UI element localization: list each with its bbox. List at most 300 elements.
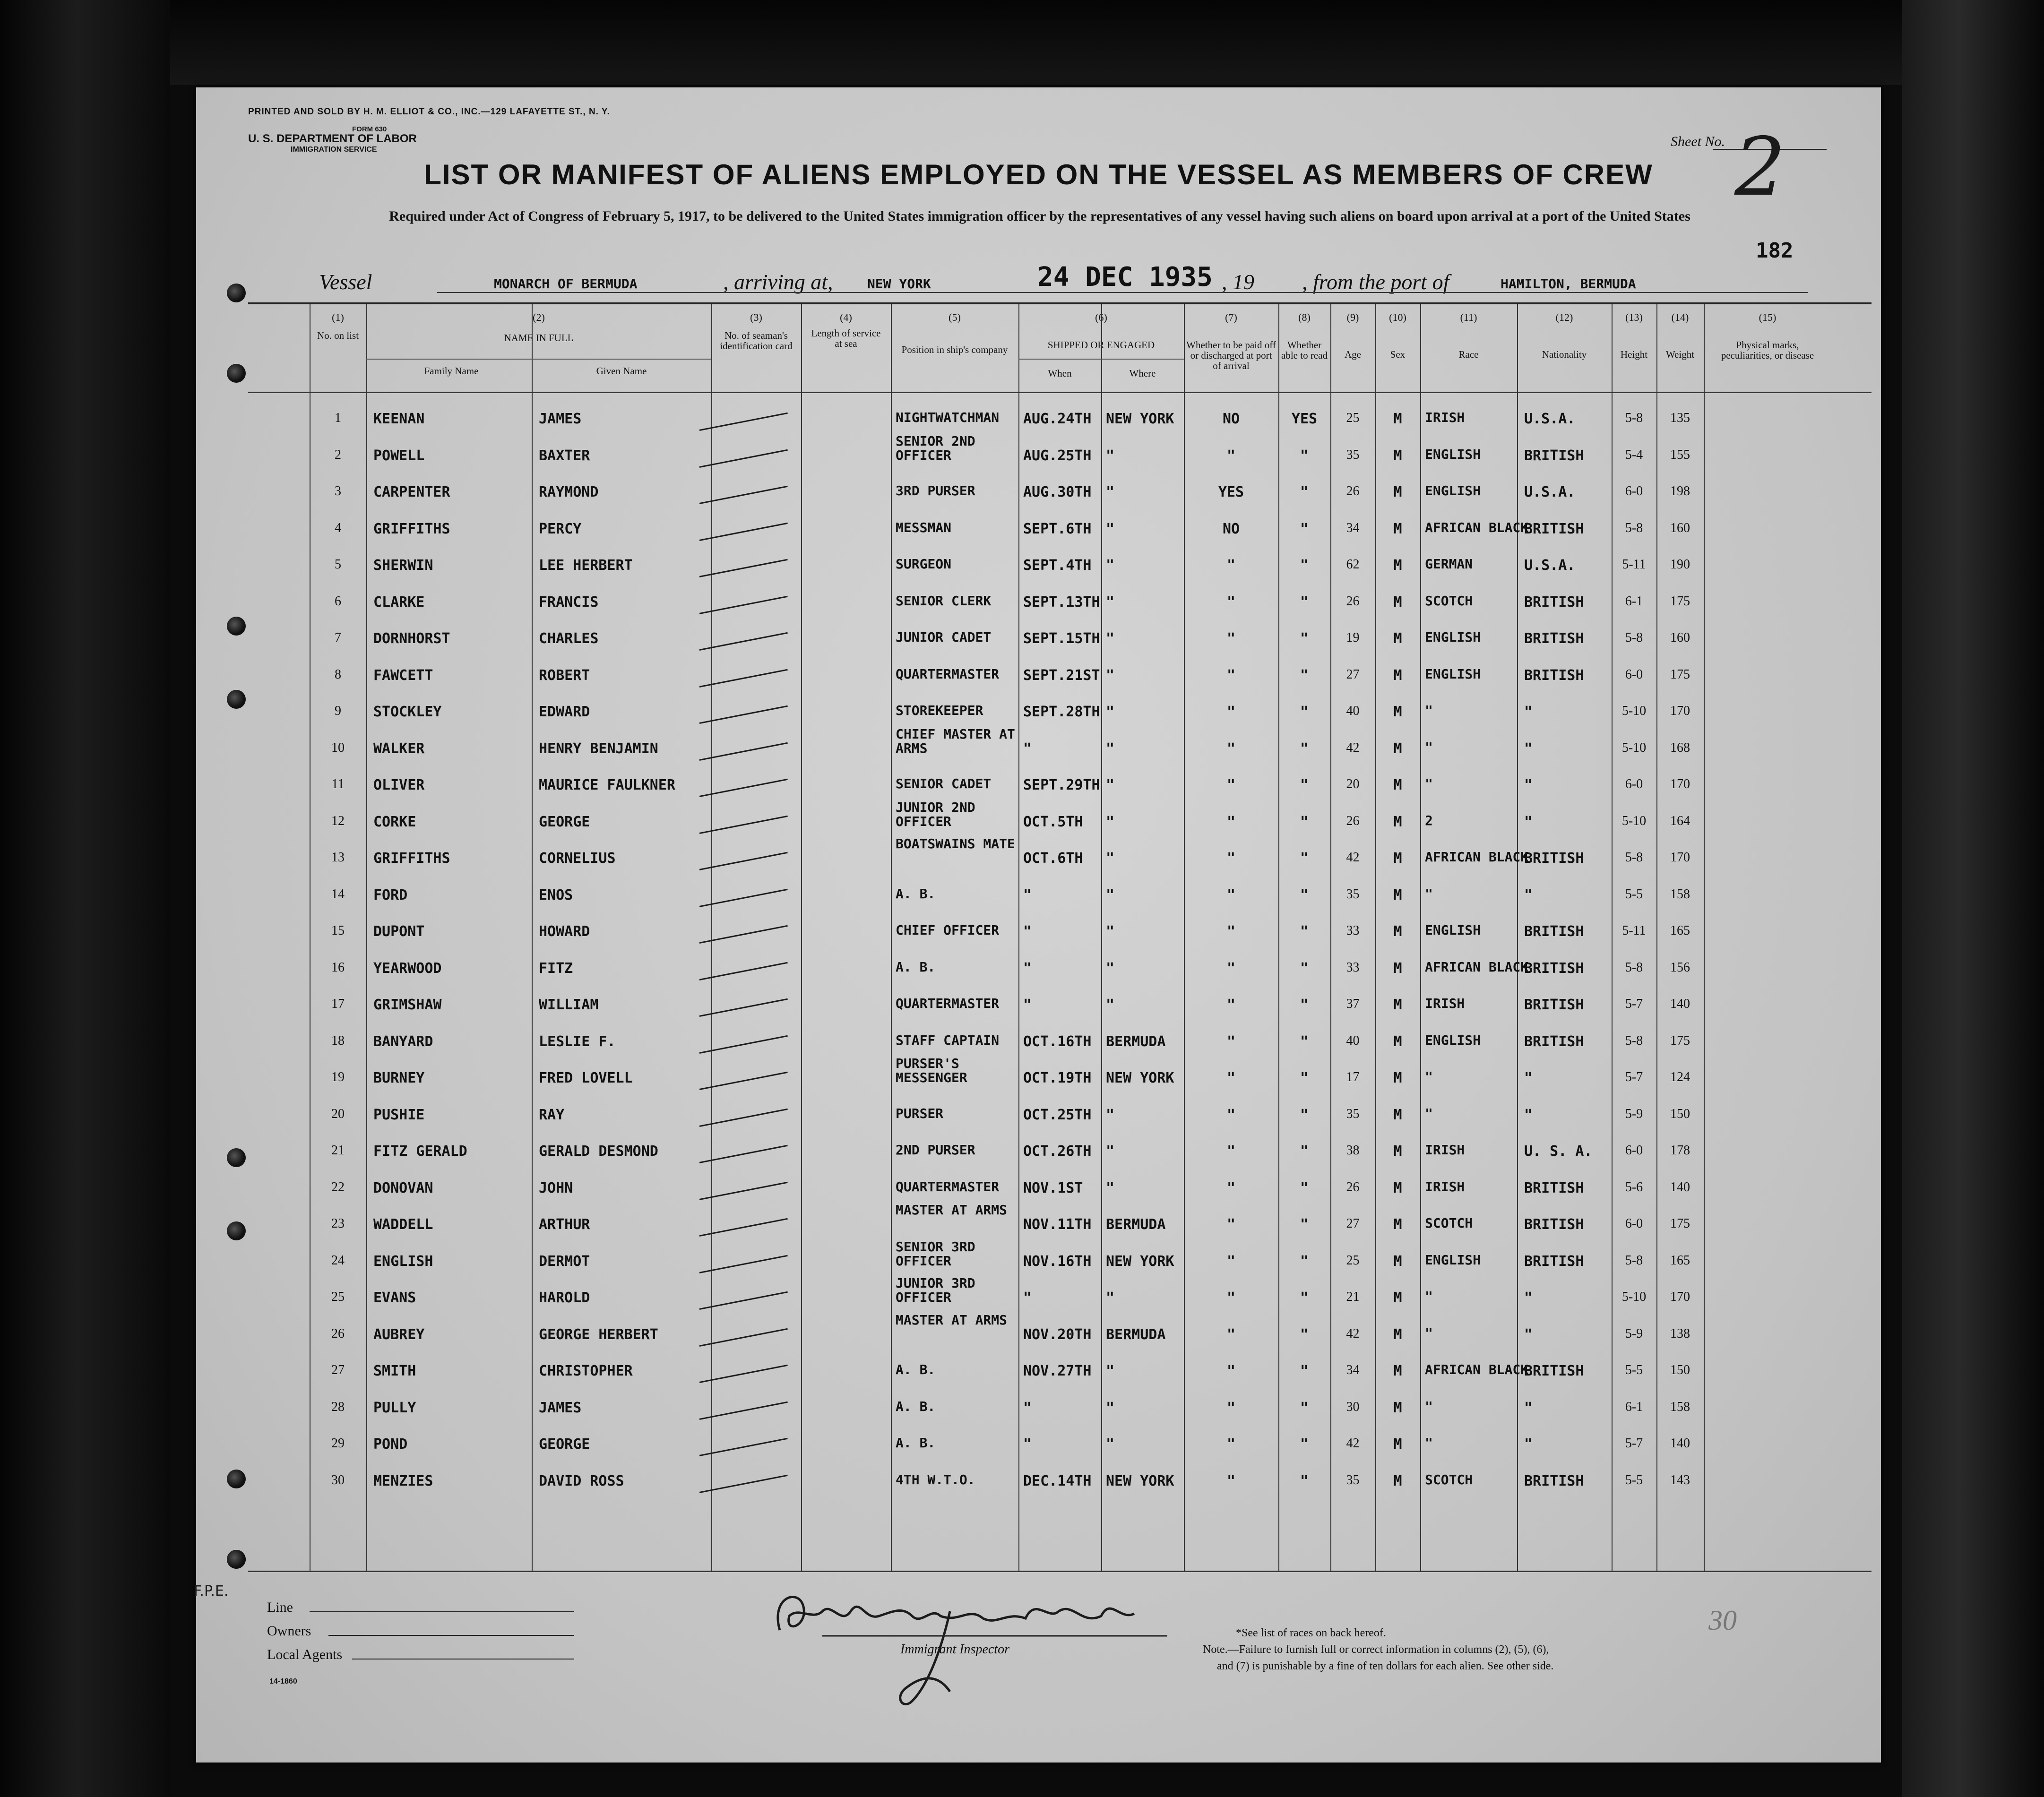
cell-nationality: U.S.A. [1524, 557, 1576, 574]
cell-no: 24 [331, 1253, 345, 1268]
cell-sex: M [1393, 704, 1402, 720]
cell-read: " [1300, 1290, 1309, 1306]
cell-read: " [1300, 447, 1309, 464]
cell-when: SEPT.6TH [1023, 520, 1092, 537]
cell-paid: " [1226, 886, 1236, 903]
cell-paid: " [1226, 630, 1236, 647]
cell-nationality: " [1524, 777, 1533, 793]
cell-where: " [1106, 447, 1115, 464]
col15-header: Physical marks, peculiarities, or disease [1721, 339, 1814, 361]
cell-age: 42 [1346, 1326, 1360, 1341]
cell-when: SEPT.29TH [1023, 777, 1100, 793]
agents-label: Local Agents [267, 1647, 343, 1662]
col7-header: Whether to be paid off or discharged at port of arrival [1186, 339, 1276, 371]
cell-age: 35 [1346, 1472, 1360, 1487]
col14-number: (14) [1671, 311, 1689, 323]
cell-no: 15 [331, 923, 345, 938]
cell-family: CARPENTER [373, 484, 450, 500]
cell-position: CHIEF OFFICER [896, 922, 1000, 938]
cell-paid: NO [1222, 520, 1240, 537]
column-rule [532, 304, 533, 1571]
cell-position: NIGHTWATCHMAN [896, 410, 1000, 425]
cell-position: A. B. [896, 1435, 936, 1451]
cell-position: PURSER'S MESSENGER [896, 1056, 967, 1085]
fine-note-2: and (7) is punishable by a fine of ten dollars for each alien. See other side. [1217, 1660, 1554, 1672]
cell-sex: M [1393, 886, 1402, 903]
cell-sex: M [1393, 520, 1402, 537]
cell-sex: M [1393, 1216, 1402, 1233]
cell-age: 35 [1346, 447, 1360, 462]
cell-where: " [1106, 557, 1115, 574]
cell-paid: " [1226, 1253, 1236, 1270]
cell-race: ENGLISH [1425, 922, 1481, 938]
cell-height: 5-5 [1625, 886, 1643, 902]
cell-given: FRED LOVELL [539, 1070, 633, 1086]
cell-height: 5-7 [1625, 1436, 1643, 1451]
cell-nationality: BRITISH [1524, 1363, 1584, 1379]
cell-where: " [1106, 923, 1115, 940]
col7-number: (7) [1225, 311, 1237, 323]
cell-race: AFRICAN BLACK [1425, 959, 1529, 975]
cell-sex: M [1393, 447, 1402, 464]
column-rule [1517, 304, 1518, 1571]
card-slash-mark [699, 1255, 788, 1273]
cell-weight: 175 [1670, 1216, 1690, 1231]
cell-position: A. B. [896, 1398, 936, 1414]
cell-race: ENGLISH [1425, 446, 1481, 462]
cell-weight: 158 [1670, 1399, 1690, 1414]
cell-where: " [1106, 484, 1115, 500]
cell-read: " [1300, 1070, 1309, 1086]
col6-header: SHIPPED OR ENGAGED [1047, 339, 1155, 351]
from-port-label: , from the port of [1302, 270, 1449, 294]
owners-label: Owners [267, 1623, 311, 1639]
cell-weight: 178 [1670, 1143, 1690, 1158]
cell-position: MASTER AT ARMS [896, 1312, 1008, 1328]
cell-no: 3 [335, 484, 341, 499]
cell-given: ENOS [539, 886, 573, 903]
cell-nationality: BRITISH [1524, 630, 1584, 647]
cell-read: " [1300, 850, 1309, 867]
where-header: Where [1129, 368, 1156, 379]
cell-no: 11 [331, 777, 345, 791]
cell-age: 26 [1346, 1179, 1360, 1195]
col11-header: Race [1458, 349, 1479, 360]
cell-age: 21 [1346, 1290, 1360, 1304]
cell-when: " [1023, 1290, 1032, 1306]
cell-age: 40 [1346, 704, 1360, 718]
cell-given: WILLIAM [539, 997, 599, 1013]
cell-where: " [1106, 630, 1115, 647]
card-slash-mark [699, 998, 788, 1017]
cell-when: NOV.27TH [1023, 1363, 1092, 1379]
cell-paid: " [1226, 923, 1236, 940]
cell-race: SCOTCH [1425, 593, 1473, 609]
cell-nationality: BRITISH [1524, 1253, 1584, 1270]
cell-race: " [1425, 776, 1433, 791]
col5-header: Position in ship's company [901, 344, 1008, 355]
punch-hole [227, 1550, 246, 1569]
cell-nationality: " [1524, 1106, 1533, 1123]
cell-age: 26 [1346, 593, 1360, 609]
cell-nationality: BRITISH [1524, 923, 1584, 940]
cell-when: OCT.5TH [1023, 813, 1083, 830]
cell-weight: 158 [1670, 886, 1690, 902]
cell-height: 5-8 [1625, 960, 1643, 975]
cell-read: YES [1291, 411, 1318, 427]
cell-where: " [1106, 850, 1115, 867]
cell-family: GRIFFITHS [373, 850, 450, 867]
cell-no: 19 [331, 1070, 345, 1084]
cell-when: NOV.20TH [1023, 1326, 1092, 1343]
cell-weight: 190 [1670, 557, 1690, 572]
cell-given: HENRY BENJAMIN [539, 740, 658, 757]
given-name-header: Given Name [596, 365, 647, 377]
column-rule [366, 304, 367, 1571]
card-slash-mark [699, 815, 788, 834]
cell-position: MASTER AT ARMS [896, 1202, 1008, 1218]
cell-weight: 164 [1670, 813, 1690, 828]
cell-nationality: BRITISH [1524, 593, 1584, 610]
cell-read: " [1300, 667, 1309, 684]
col14-header: Weight [1665, 349, 1695, 360]
cell-sex: M [1393, 1326, 1402, 1343]
owners-underline [328, 1635, 574, 1636]
cell-family: EVANS [373, 1290, 416, 1306]
cell-height: 5-10 [1621, 1290, 1647, 1304]
cell-given: DERMOT [539, 1253, 590, 1270]
line-underline [310, 1611, 574, 1612]
cell-position: JUNIOR 3RD OFFICER [896, 1275, 975, 1305]
cell-height: 6-0 [1625, 1143, 1643, 1158]
cell-read: " [1300, 960, 1309, 977]
cell-family: PULLY [373, 1399, 416, 1416]
cell-read: " [1300, 557, 1309, 574]
cell-given: ROBERT [539, 667, 590, 684]
cell-position: MESSMAN [896, 519, 952, 535]
cell-given: LESLIE F. [539, 1033, 616, 1050]
cell-weight: 140 [1670, 1179, 1690, 1195]
cell-paid: " [1226, 1106, 1236, 1123]
card-slash-mark [699, 1035, 788, 1053]
cell-age: 37 [1346, 997, 1360, 1011]
cell-sex: M [1393, 740, 1402, 757]
cell-family: CLARKE [373, 593, 425, 610]
cell-paid: " [1226, 1143, 1236, 1160]
cell-weight: 140 [1670, 997, 1690, 1011]
cell-age: 38 [1346, 1143, 1360, 1158]
cell-when: AUG.25TH [1023, 447, 1092, 464]
cell-sex: M [1393, 923, 1402, 940]
cell-sex: M [1393, 813, 1402, 830]
cell-weight: 124 [1670, 1070, 1690, 1084]
cell-when: NOV.1ST [1023, 1179, 1083, 1196]
cell-no: 10 [331, 740, 345, 755]
cell-nationality: BRITISH [1524, 1216, 1584, 1233]
cell-where: " [1106, 667, 1115, 684]
cell-sex: M [1393, 1033, 1402, 1050]
cell-age: 42 [1346, 1436, 1360, 1451]
cell-where: BERMUDA [1106, 1033, 1166, 1050]
cell-position: QUARTERMASTER [896, 996, 1000, 1011]
cell-sex: M [1393, 1290, 1402, 1306]
cell-given: JAMES [539, 411, 582, 427]
col4-number: (4) [840, 311, 852, 323]
cell-age: 40 [1346, 1033, 1360, 1048]
cell-nationality: " [1524, 740, 1533, 757]
cell-given: RAY [539, 1106, 565, 1123]
card-slash-mark [699, 1474, 788, 1493]
cell-read: " [1300, 1472, 1309, 1489]
cell-no: 22 [331, 1179, 345, 1195]
cell-no: 23 [331, 1216, 345, 1231]
cell-read: " [1300, 484, 1309, 500]
cell-age: 33 [1346, 923, 1360, 938]
header-rule [366, 359, 711, 360]
cell-height: 5-8 [1625, 1253, 1643, 1268]
card-slash-mark [699, 1108, 788, 1126]
cell-age: 25 [1346, 1253, 1360, 1268]
cell-given: MAURICE FAULKNER [539, 777, 675, 793]
cell-weight: 138 [1670, 1326, 1690, 1341]
cell-nationality: " [1524, 704, 1533, 720]
cell-read: " [1300, 1106, 1309, 1123]
cell-where: BERMUDA [1106, 1326, 1166, 1343]
cell-where: " [1106, 1106, 1115, 1123]
cell-weight: 175 [1670, 1033, 1690, 1048]
cell-given: GEORGE [539, 813, 590, 830]
cell-read: " [1300, 997, 1309, 1013]
cell-when: NOV.16TH [1023, 1253, 1092, 1270]
cell-weight: 160 [1670, 630, 1690, 645]
col8-number: (8) [1298, 311, 1311, 323]
cell-where: " [1106, 1363, 1115, 1379]
cell-when: " [1023, 1436, 1032, 1453]
cell-no: 13 [331, 850, 345, 865]
cell-weight: 198 [1670, 484, 1690, 499]
cell-age: 26 [1346, 813, 1360, 828]
punch-hole [227, 284, 246, 302]
cell-position: 4TH W.T.O. [896, 1471, 975, 1487]
cell-age: 30 [1346, 1399, 1360, 1414]
col10-number: (10) [1389, 311, 1406, 323]
cell-nationality: BRITISH [1524, 1472, 1584, 1489]
cell-race: " [1425, 703, 1433, 718]
stamp-number: 182 [1756, 239, 1794, 263]
cell-sex: M [1393, 1179, 1402, 1196]
vessel-name: MONARCH OF BERMUDA [494, 276, 638, 292]
card-slash-mark [699, 925, 788, 944]
cell-height: 5-5 [1625, 1363, 1643, 1377]
cell-race: " [1425, 1069, 1433, 1084]
cell-where: " [1106, 704, 1115, 720]
cell-where: NEW YORK [1106, 1472, 1174, 1489]
cell-weight: 150 [1670, 1363, 1690, 1377]
cell-height: 6-0 [1625, 777, 1643, 791]
cell-height: 5-7 [1625, 997, 1643, 1011]
cell-position: SURGEON [896, 556, 952, 572]
cell-paid: " [1226, 704, 1236, 720]
card-slash-mark [699, 632, 788, 651]
cell-position: QUARTERMASTER [896, 666, 1000, 682]
punch-hole [227, 1221, 246, 1240]
cell-sex: M [1393, 1106, 1402, 1123]
card-slash-mark [699, 705, 788, 724]
cell-age: 33 [1346, 960, 1360, 975]
cell-family: DORNHORST [373, 630, 450, 647]
cell-when: " [1023, 886, 1032, 903]
cell-position: BOATSWAINS MATE [896, 836, 1015, 851]
cell-family: POWELL [373, 447, 425, 464]
cell-race: " [1425, 1435, 1433, 1451]
cell-paid: " [1226, 1033, 1236, 1050]
column-rule [1704, 304, 1705, 1571]
cell-read: " [1300, 520, 1309, 537]
cell-given: HOWARD [539, 923, 590, 940]
scanner-right-band [1902, 0, 2044, 1797]
cell-age: 34 [1346, 520, 1360, 535]
cell-height: 5-4 [1625, 447, 1643, 462]
cell-read: " [1300, 1363, 1309, 1379]
cell-given: FITZ [539, 960, 573, 977]
cell-height: 6-0 [1625, 484, 1643, 499]
cell-paid: " [1226, 557, 1236, 574]
cell-paid: " [1226, 1179, 1236, 1196]
cell-sex: M [1393, 960, 1402, 977]
cell-family: SMITH [373, 1363, 416, 1379]
cell-read: " [1300, 923, 1309, 940]
cell-age: 62 [1346, 557, 1360, 572]
cell-paid: " [1226, 997, 1236, 1013]
cell-height: 6-1 [1625, 1399, 1643, 1414]
cell-where: " [1106, 886, 1115, 903]
card-slash-mark [699, 522, 788, 541]
cell-sex: M [1393, 667, 1402, 684]
cell-sex: M [1393, 1253, 1402, 1270]
cell-weight: 155 [1670, 447, 1690, 462]
cell-height: 6-1 [1625, 593, 1643, 609]
cell-nationality: " [1524, 1070, 1533, 1086]
cell-when: " [1023, 923, 1032, 940]
cell-where: " [1106, 960, 1115, 977]
cell-paid: " [1226, 1326, 1236, 1343]
cell-read: " [1300, 1399, 1309, 1416]
cell-nationality: BRITISH [1524, 1033, 1584, 1050]
cell-nationality: " [1524, 1326, 1533, 1343]
cell-when: AUG.30TH [1023, 484, 1092, 500]
cell-paid: " [1226, 1472, 1236, 1489]
cell-race: AFRICAN BLACK [1425, 1362, 1529, 1377]
cell-height: 5-5 [1625, 1472, 1643, 1487]
cell-paid: " [1226, 593, 1236, 610]
cell-position: 3RD PURSER [896, 483, 975, 499]
cell-read: " [1300, 704, 1309, 720]
cell-height: 5-8 [1625, 411, 1643, 425]
cell-race: ENGLISH [1425, 666, 1481, 682]
cell-no: 16 [331, 960, 345, 975]
cell-given: GEORGE HERBERT [539, 1326, 658, 1343]
cell-given: CHARLES [539, 630, 599, 647]
cell-height: 5-10 [1621, 704, 1647, 718]
card-slash-mark [699, 669, 788, 687]
cell-family: MENZIES [373, 1472, 433, 1489]
card-slash-mark [699, 449, 788, 467]
cell-when: " [1023, 1399, 1032, 1416]
cell-when: SEPT.21ST [1023, 667, 1100, 684]
cell-nationality: BRITISH [1524, 667, 1584, 684]
cell-sex: M [1393, 557, 1402, 574]
cell-no: 7 [335, 630, 341, 645]
card-slash-mark [699, 1072, 788, 1090]
card-slash-mark [699, 852, 788, 870]
col9-header: Age [1345, 349, 1361, 360]
cell-given: GEORGE [539, 1436, 590, 1453]
form-number: FORM 630 [352, 125, 387, 133]
cell-given: LEE HERBERT [539, 557, 633, 574]
cell-height: 5-6 [1625, 1179, 1643, 1195]
cell-height: 6-0 [1625, 1216, 1643, 1231]
cell-read: " [1300, 1033, 1309, 1050]
cell-paid: " [1226, 1399, 1236, 1416]
cell-position: SENIOR 2ND OFFICER [896, 433, 975, 463]
cell-age: 25 [1346, 411, 1360, 425]
cell-no: 14 [331, 886, 345, 902]
cell-given: PERCY [539, 520, 582, 537]
cell-family: GRIMSHAW [373, 997, 442, 1013]
cell-race: ENGLISH [1425, 1252, 1481, 1268]
cell-when: OCT.6TH [1023, 850, 1083, 867]
cell-race: IRISH [1425, 1178, 1465, 1195]
cell-family: WADDELL [373, 1216, 433, 1233]
card-slash-mark [699, 559, 788, 577]
card-slash-mark [699, 1438, 788, 1456]
cell-read: " [1300, 1253, 1309, 1270]
cell-nationality: BRITISH [1524, 997, 1584, 1013]
cell-age: 19 [1346, 630, 1360, 645]
cell-age: 35 [1346, 886, 1360, 902]
from-port: HAMILTON, BERMUDA [1501, 276, 1636, 292]
cell-paid: " [1226, 447, 1236, 464]
punch-hole [227, 617, 246, 636]
cell-where: NEW YORK [1106, 411, 1174, 427]
cell-position: SENIOR CLERK [896, 593, 992, 609]
col15-number: (15) [1759, 311, 1777, 323]
card-slash-mark [699, 1218, 788, 1237]
col9-number: (9) [1346, 311, 1359, 323]
cell-paid: " [1226, 777, 1236, 793]
col3-header: No. of seaman's identification card [720, 330, 793, 352]
fine-note-1: Note.—Failure to furnish full or correct information in columns (2), (5), (6), [1203, 1643, 1549, 1656]
card-slash-mark [699, 486, 788, 504]
cell-family: STOCKLEY [373, 704, 442, 720]
card-slash-mark [699, 962, 788, 980]
card-slash-mark [699, 742, 788, 760]
cell-family: FITZ GERALD [373, 1143, 467, 1160]
cell-height: 5-9 [1625, 1326, 1643, 1341]
cell-sex: M [1393, 1143, 1402, 1160]
sheet-label: Sheet No. [1671, 134, 1725, 149]
col5-number: (5) [949, 311, 961, 323]
arriving-label: , arriving at, [723, 270, 833, 294]
vessel-line [258, 262, 1831, 302]
cell-read: " [1300, 1436, 1309, 1453]
cell-race: IRISH [1425, 410, 1465, 425]
cell-read: " [1300, 1179, 1309, 1196]
cell-sex: M [1393, 1070, 1402, 1086]
cell-race: " [1425, 739, 1433, 755]
col13-number: (13) [1625, 311, 1643, 323]
card-slash-mark [699, 888, 788, 907]
